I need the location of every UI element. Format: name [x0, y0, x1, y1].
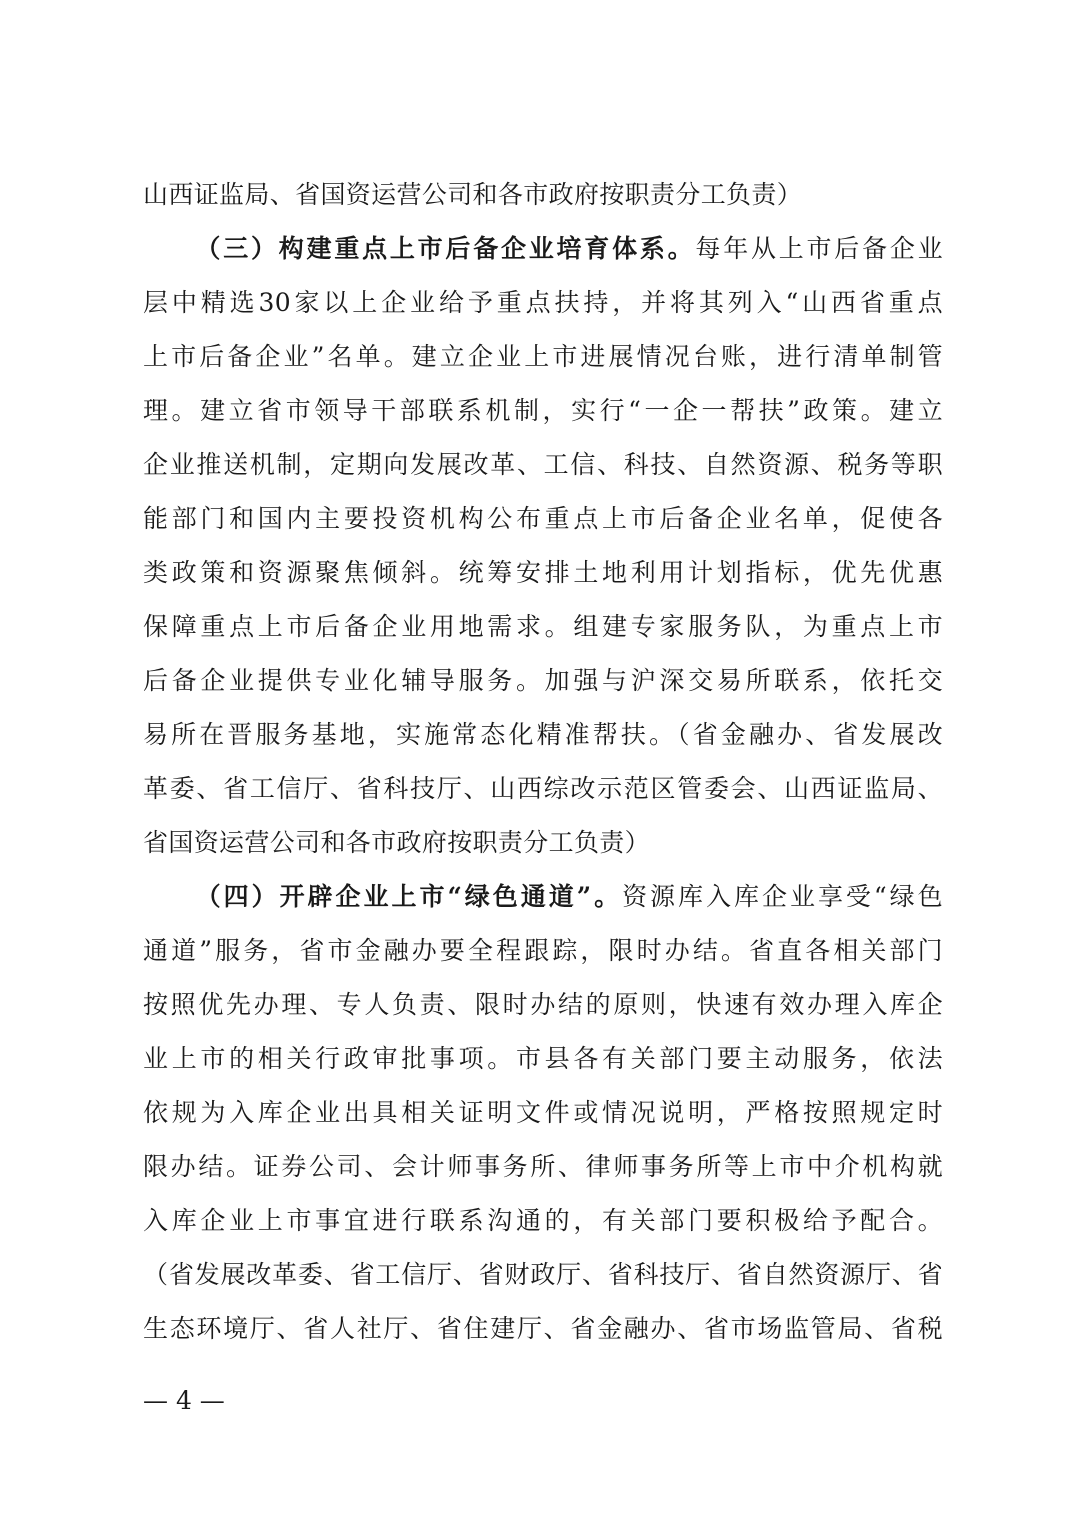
- text-line: 能部门和国内主要投资机构公布重点上市后备企业名单，促使各: [143, 504, 943, 533]
- text-line: 易所在晋服务基地，实施常态化精准帮扶。（省金融办、省发展改: [143, 720, 943, 749]
- text-line: 上市后备企业”名单。建立企业上市进展情况台账，进行清单制管: [143, 342, 943, 371]
- text-line: 通道”服务，省市金融办要全程跟踪，限时办结。省直各相关部门: [143, 936, 943, 965]
- text-line: 企业推送机制，定期向发展改革、工信、科技、自然资源、税务等职: [143, 450, 943, 479]
- text-line: 层中精选30家以上企业给予重点扶持，并将其列入“山西省重点: [143, 288, 943, 317]
- text-line: （省发展改革委、省工信厅、省财政厅、省科技厅、省自然资源厅、省: [143, 1260, 943, 1289]
- section-4-heading: （四）开辟企业上市“绿色通道”。: [193, 882, 623, 911]
- text-line: 依规为入库企业出具相关证明文件或情况说明，严格按照规定时: [143, 1098, 943, 1127]
- section-4-lead-text: 资源库入库企业享受“绿色: [622, 882, 943, 911]
- text-line: 入库企业上市事宜进行联系沟通的，有关部门要积极给予配合。: [143, 1206, 943, 1235]
- section-3-lead-text: 每年从上市后备企业: [695, 234, 943, 263]
- text-line: 生态环境厅、省人社厅、省住建厅、省金融办、省市场监管局、省税: [143, 1314, 943, 1343]
- page-number: — 4 —: [143, 1386, 225, 1415]
- text-line: 业上市的相关行政审批事项。市县各有关部门要主动服务，依法: [143, 1044, 943, 1073]
- text-line: 革委、省工信厅、省科技厅、山西综改示范区管委会、山西证监局、: [143, 774, 943, 803]
- section-3-heading: （三）构建重点上市后备企业培育体系。: [193, 234, 696, 263]
- text-line: 限办结。证券公司、会计师事务所、律师事务所等上市中介机构就: [143, 1152, 943, 1181]
- text-line: 按照优先办理、专人负责、限时办结的原则，快速有效办理入库企: [143, 990, 943, 1019]
- section-4-first-line: [143, 880, 943, 914]
- text-line: 山西证监局、省国资运营公司和各市政府按职责分工负责）: [143, 180, 803, 209]
- section-3-first-line: [143, 232, 943, 266]
- text-line: 保障重点上市后备企业用地需求。组建专家服务队，为重点上市: [143, 612, 943, 641]
- text-line: 后备企业提供专业化辅导服务。加强与沪深交易所联系，依托交: [143, 666, 943, 695]
- text-line: 理。建立省市领导干部联系机制，实行“一企一帮扶”政策。建立: [143, 396, 943, 425]
- text-line: 省国资运营公司和各市政府按职责分工负责）: [143, 828, 651, 857]
- text-line: 类政策和资源聚焦倾斜。统筹安排土地利用计划指标，优先优惠: [143, 558, 943, 587]
